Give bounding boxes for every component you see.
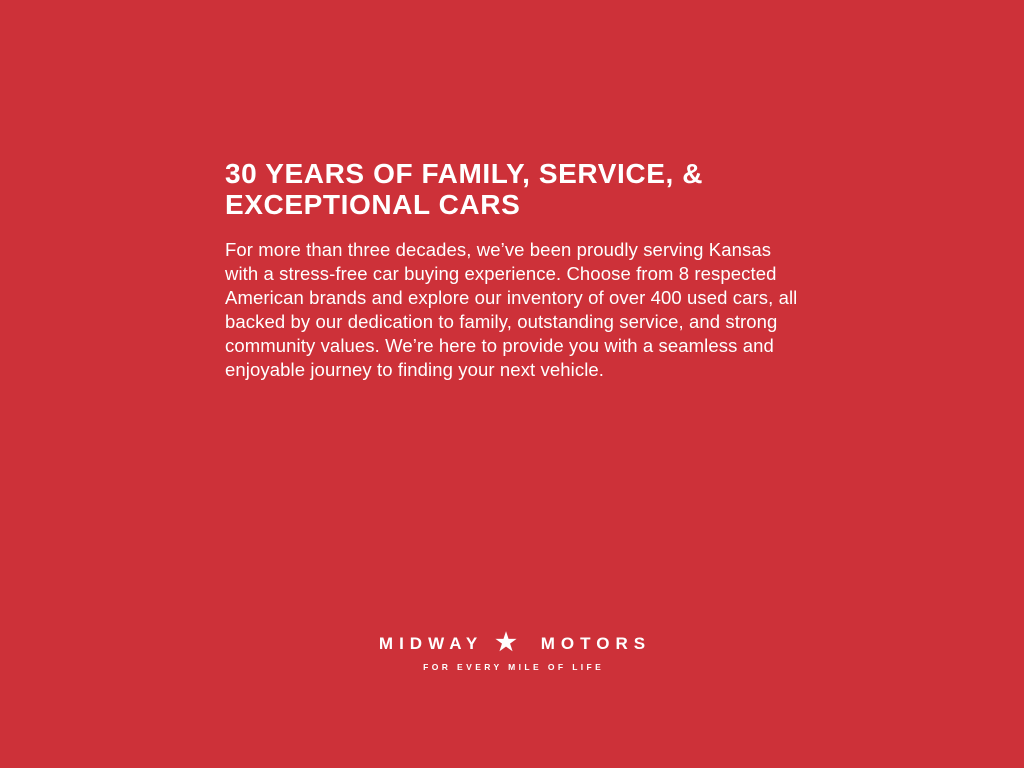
logo-tagline: FOR EVERY MILE OF LIFE bbox=[423, 662, 605, 672]
star-icon: ★ bbox=[495, 629, 523, 656]
page-title bbox=[225, 158, 810, 220]
page-title-line-2: EXCEPTIONAL CARS bbox=[225, 189, 521, 220]
logo-word-motors: MOTORS bbox=[540, 634, 652, 653]
midway-motors-logo bbox=[0, 629, 1024, 672]
hero-content bbox=[225, 158, 810, 382]
page-title-line-1: 30 YEARS OF FAMILY, SERVICE, & bbox=[225, 158, 704, 189]
logo-wordmark bbox=[0, 629, 1024, 656]
logo-word-midway: MIDWAY bbox=[378, 634, 484, 653]
hero-paragraph: For more than three decades, we’ve been proudly serving Kansas with a stress-free car buying experience. Choose from 8 respected American brands and explore our inventory of over 400 used cars, all backed by our dedication to family, outstanding service, and strong community values. We’re here to provide you with a seamless and enjoyable journey to finding your next vehicle. bbox=[225, 239, 798, 380]
